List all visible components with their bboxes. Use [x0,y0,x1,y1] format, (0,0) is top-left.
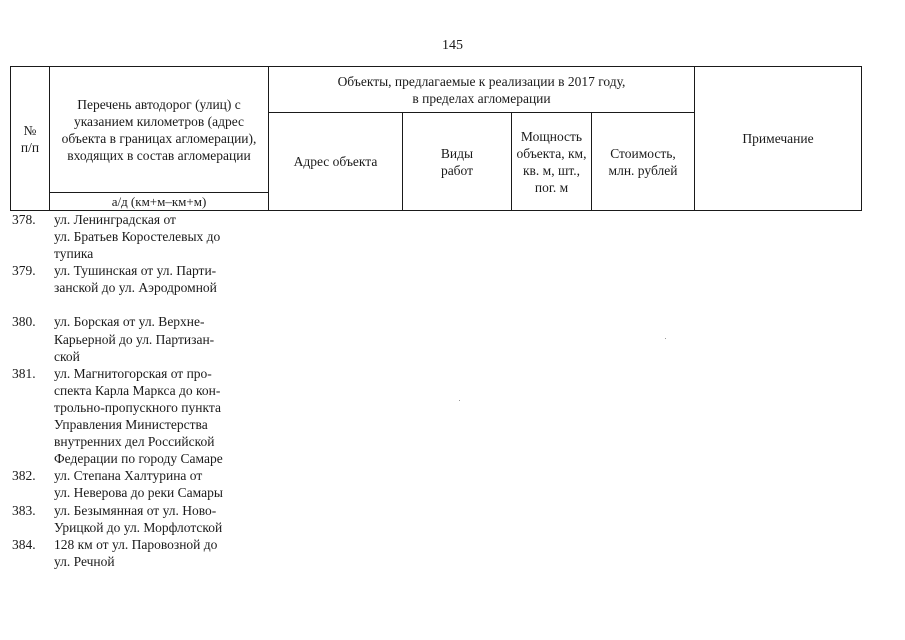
list-item [12,502,272,536]
header-col-works: Виды работ [402,112,512,211]
header-col-note: Примечание [694,66,862,211]
list-item [12,313,272,364]
header-col-number: № п/п [10,66,50,211]
list-item [12,536,272,570]
header-col-address: Адрес объекта [268,112,403,211]
header-col-capacity: Мощность объекта, км, кв. м, шт., пог. м [511,112,592,211]
scan-speck [459,400,460,401]
row-text: ул. Степана Халтурина от ул. Неверова до реки Самары [54,468,223,501]
row-number: 380. [12,314,36,330]
header-col-roads-sub: а/д (км+м–км+м) [49,192,269,211]
scan-speck [665,338,666,339]
row-text: ул. Магнитогорская от про- спекта Карла Маркса до кон- трольно-пропускного пункта Управления Министерства внутренних дел Российской Федерации по городу Самаре [54,365,223,467]
row-text: ул. Борская от ул. Верхне- Карьерной до ул. Партизан- ской [54,314,215,364]
road-list [12,211,272,570]
header-col-roads: Перечень автодорог (улиц) с указанием километров (адрес объекта в границах агломерации), входящих в состав агломерации [49,66,269,193]
header-col-cost: Стоимость, млн. рублей [591,112,695,211]
row-number: 378. [12,212,36,227]
row-text: 128 км от ул. Паровозной до ул. Речной [54,536,218,569]
row-text: ул. Тушинская от ул. Парти- занской до ул. Аэродромной [54,263,217,296]
list-item [12,262,272,296]
row-number: 382. [12,468,36,484]
row-number: 379. [12,263,36,279]
header-group-objects: Объекты, предлагаемые к реализации в 2017 году, в пределах агломерации [268,66,695,113]
row-number: 381. [12,365,36,381]
page-number: 145 [442,38,463,53]
list-item [12,365,272,468]
row-text: ул. Ленинградская от ул. Братьев Коростелевых до тупика [54,212,221,262]
list-item [12,211,272,262]
list-item [12,467,272,501]
table-header [10,66,862,211]
row-number: 383. [12,502,36,518]
row-text: ул. Безымянная от ул. Ново- Урицкой до ул. Морфлотской [54,502,223,535]
row-number: 384. [12,536,36,552]
